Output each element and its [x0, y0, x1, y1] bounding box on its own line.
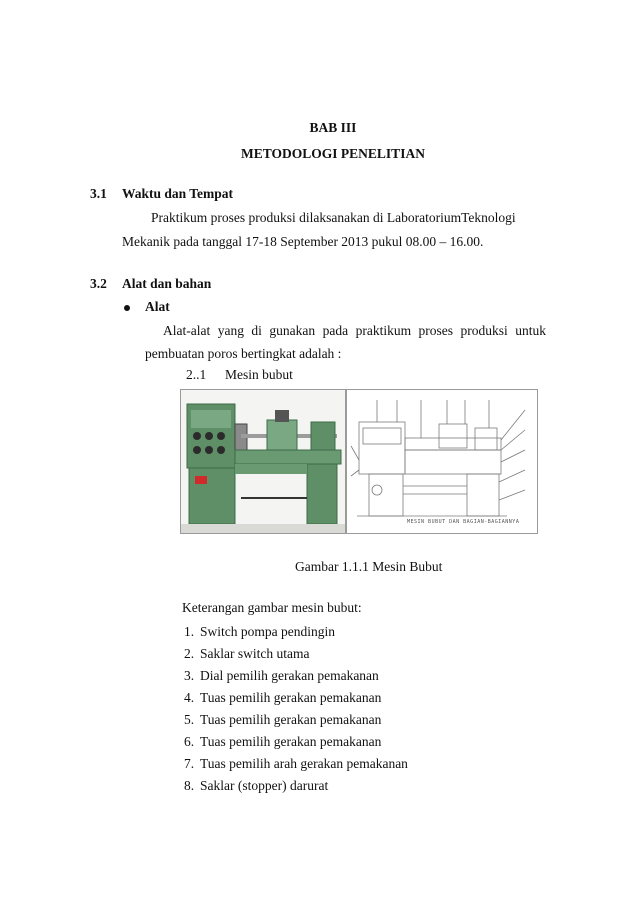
list-item: 1. Switch pompa pendingin — [184, 624, 335, 639]
bullet-icon — [124, 305, 130, 311]
lathe-drawing — [346, 389, 538, 534]
section-heading: Alat dan bahan — [122, 276, 212, 291]
list-item: 3. Dial pemilih gerakan pemakanan — [184, 668, 379, 683]
lathe-drawing-icon — [347, 390, 537, 533]
chapter-title: METODOLOGI PENELITIAN — [241, 146, 425, 161]
list-item: 2. Saklar switch utama — [184, 646, 310, 661]
subsection-number: 2..1 — [186, 367, 207, 382]
section-heading: Waktu dan Tempat — [122, 186, 234, 201]
list-item: 5. Tuas pemilih gerakan pemakanan — [184, 712, 382, 727]
drawing-caption: MESIN BUBUT DAN BAGIAN-BAGIANNYA — [407, 519, 520, 525]
chapter-label: BAB III — [309, 120, 357, 135]
figure-caption: Gambar 1.1.1 Mesin Bubut — [295, 559, 443, 574]
legend-heading: Keterangan gambar mesin bubut: — [182, 600, 362, 615]
paragraph-line: Alat-alat yang di gunakan pada praktikum proses produksi untuk — [163, 323, 546, 338]
list-item: 4. Tuas pemilih gerakan pemakanan — [184, 690, 382, 705]
legend-list — [184, 621, 408, 797]
lathe-photo-icon — [181, 390, 345, 533]
subsection-title: Mesin bubut — [225, 367, 293, 382]
list-item: 8. Saklar (stopper) darurat — [184, 778, 329, 793]
paragraph-line: pembuatan poros bertingkat adalah : — [145, 346, 342, 361]
bullet-label: Alat — [145, 299, 170, 314]
lathe-photo — [180, 389, 346, 534]
list-item: 7. Tuas pemilih arah gerakan pemakanan — [184, 756, 408, 771]
section-number: 3.1 — [90, 186, 107, 201]
paragraph-line: Praktikum proses produksi dilaksanakan di LaboratoriumTeknologi — [151, 210, 516, 225]
paragraph-line: Mekanik pada tanggal 17-18 September 2013 pukul 08.00 – 16.00. — [122, 234, 484, 249]
section-number: 3.2 — [90, 276, 107, 291]
list-item: 6. Tuas pemilih gerakan pemakanan — [184, 734, 382, 749]
